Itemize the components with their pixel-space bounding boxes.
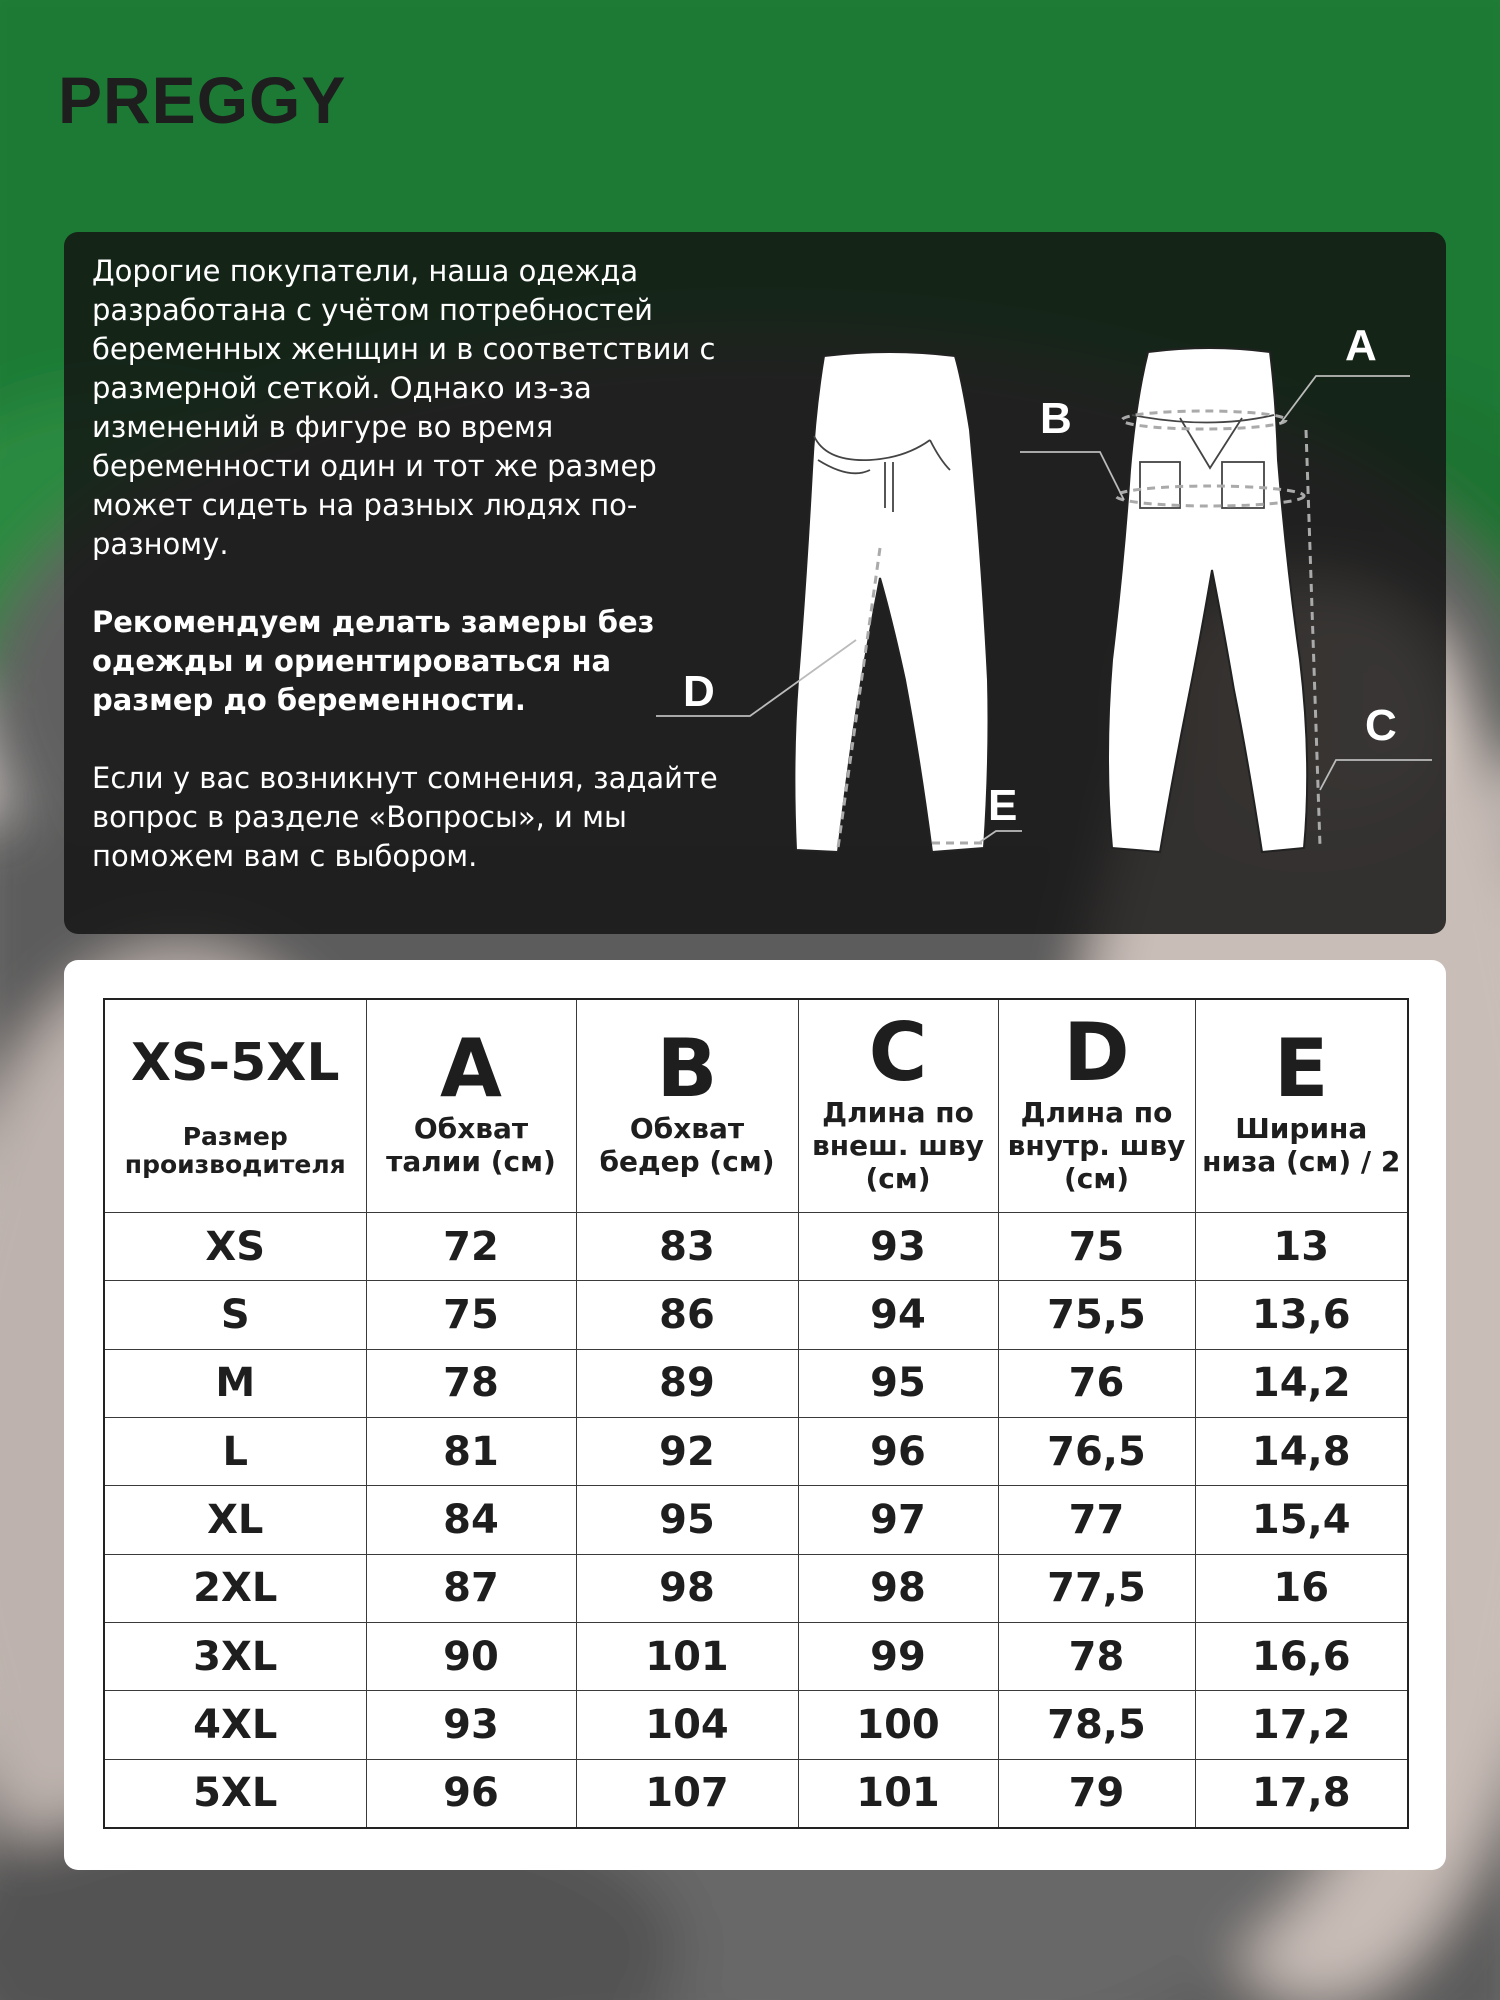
value-cell-e: 14,8 (1195, 1417, 1408, 1485)
value-cell-c: 101 (798, 1759, 998, 1828)
diagram-label-d: D (683, 667, 715, 716)
table-row (104, 1417, 1408, 1485)
value-cell-b: 86 (576, 1281, 798, 1349)
header-cell-a (366, 999, 576, 1213)
value-cell-a: 87 (366, 1554, 576, 1622)
info-paragraph-intro: Дорогие покупатели, наша одежда разработана с учётом потребностей беременных женщин и в соответствии с размерной сеткой. Однако из-за изменений в фигуре во время беременности один и тот же размер может сидеть на разных людях по-разному. (92, 254, 716, 561)
table-header-row (104, 999, 1408, 1213)
size-cell: 5XL (104, 1759, 366, 1828)
header-letter-a: A (440, 1022, 502, 1115)
table-row (104, 1349, 1408, 1417)
value-cell-d: 76,5 (998, 1417, 1195, 1485)
value-cell-c: 95 (798, 1349, 998, 1417)
table-row (104, 1281, 1408, 1349)
value-cell-c: 99 (798, 1622, 998, 1690)
table-body (104, 1213, 1408, 1829)
back-pants-illustration (1108, 348, 1307, 852)
diagram-label-b: B (1040, 394, 1072, 443)
value-cell-e: 17,8 (1195, 1759, 1408, 1828)
value-cell-c: 97 (798, 1486, 998, 1554)
value-cell-b: 83 (576, 1213, 798, 1281)
size-cell: 4XL (104, 1691, 366, 1759)
value-cell-a: 84 (366, 1486, 576, 1554)
info-paragraph-questions: Если у вас возникнут сомнения, задайте вопрос в разделе «Вопросы», и мы поможем вам с выбором. (92, 761, 718, 873)
header-letter-c: C (868, 1005, 928, 1099)
size-cell: S (104, 1281, 366, 1349)
value-cell-c: 96 (798, 1417, 998, 1485)
header-cell-e (1195, 999, 1408, 1213)
value-cell-e: 17,2 (1195, 1691, 1408, 1759)
value-cell-d: 75 (998, 1213, 1195, 1281)
value-cell-a: 93 (366, 1691, 576, 1759)
table-row (104, 1691, 1408, 1759)
header-letter-b: B (656, 1022, 718, 1115)
value-cell-a: 75 (366, 1281, 576, 1349)
value-cell-b: 98 (576, 1554, 798, 1622)
diagram-label-e: E (988, 781, 1018, 830)
header-cell-c (798, 999, 998, 1213)
value-cell-d: 79 (998, 1759, 1195, 1828)
value-cell-e: 13,6 (1195, 1281, 1408, 1349)
value-cell-a: 78 (366, 1349, 576, 1417)
size-cell: M (104, 1349, 366, 1417)
value-cell-d: 77,5 (998, 1554, 1195, 1622)
header-label-c: Длина по внеш. шву (см) (812, 1095, 984, 1195)
value-cell-a: 81 (366, 1417, 576, 1485)
table-row (104, 1554, 1408, 1622)
header-label-e: Ширина низа (см) / 2 (1202, 1112, 1401, 1178)
value-cell-e: 16 (1195, 1554, 1408, 1622)
header-cell-b (576, 999, 798, 1213)
value-cell-a: 96 (366, 1759, 576, 1828)
table-row (104, 1759, 1408, 1828)
value-cell-e: 13 (1195, 1213, 1408, 1281)
brand-logo: PREGGY (58, 63, 347, 137)
size-cell: L (104, 1417, 366, 1485)
header-label-b: Обхват бедер (см) (599, 1112, 775, 1178)
size-range: XS-5XL (130, 1033, 340, 1093)
size-cell: 3XL (104, 1622, 366, 1690)
value-cell-d: 78 (998, 1622, 1195, 1690)
value-cell-d: 77 (998, 1486, 1195, 1554)
size-chart-table (103, 998, 1409, 1829)
value-cell-a: 90 (366, 1622, 576, 1690)
value-cell-a: 72 (366, 1213, 576, 1281)
value-cell-b: 101 (576, 1622, 798, 1690)
diagram-label-a: A (1345, 321, 1377, 370)
size-cell: XS (104, 1213, 366, 1281)
value-cell-e: 15,4 (1195, 1486, 1408, 1554)
size-header-cell (104, 999, 366, 1213)
info-text (92, 252, 732, 876)
header-label-d: Длина по внутр. шву (см) (1007, 1095, 1186, 1195)
table-row (104, 1622, 1408, 1690)
value-cell-c: 93 (798, 1213, 998, 1281)
table-row (104, 1486, 1408, 1554)
table-row (104, 1213, 1408, 1281)
value-cell-b: 95 (576, 1486, 798, 1554)
value-cell-c: 94 (798, 1281, 998, 1349)
value-cell-c: 98 (798, 1554, 998, 1622)
value-cell-d: 78,5 (998, 1691, 1195, 1759)
value-cell-d: 75,5 (998, 1281, 1195, 1349)
value-cell-b: 104 (576, 1691, 798, 1759)
header-letter-d: D (1063, 1005, 1130, 1099)
value-cell-b: 92 (576, 1417, 798, 1485)
header-letter-e: E (1273, 1022, 1329, 1115)
pants-measurement-diagram (640, 300, 1440, 880)
front-pants-illustration (794, 352, 988, 852)
size-cell: 2XL (104, 1554, 366, 1622)
value-cell-e: 16,6 (1195, 1622, 1408, 1690)
diagram-label-c: C (1365, 701, 1397, 750)
value-cell-b: 107 (576, 1759, 798, 1828)
value-cell-c: 100 (798, 1691, 998, 1759)
value-cell-b: 89 (576, 1349, 798, 1417)
info-paragraph-recommendation: Рекомендуем делать замеры без одежды и ориентироваться на размер до беременности. (92, 605, 655, 717)
header-label-a: Обхват талии (см) (386, 1112, 556, 1178)
value-cell-e: 14,2 (1195, 1349, 1408, 1417)
header-cell-d (998, 999, 1195, 1213)
size-cell: XL (104, 1486, 366, 1554)
value-cell-d: 76 (998, 1349, 1195, 1417)
size-header-label: Размер производителя (124, 1122, 346, 1179)
